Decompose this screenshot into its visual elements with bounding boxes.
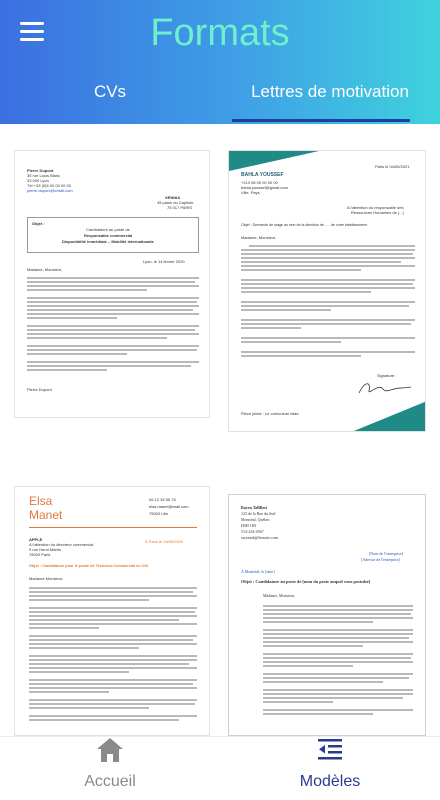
- sender-name: Rayen TaBBeri: [241, 505, 268, 510]
- recipient-line: 9 rue Henri Martin: [29, 547, 62, 552]
- last-name: Manet: [29, 508, 63, 522]
- signature-label: Signature :: [377, 373, 397, 378]
- object-line: Objet : Candidature pour le poste de Technico-Commercial en CDI: [29, 564, 149, 568]
- top-header: [0, 0, 440, 124]
- sender-line: Ville, Pays: [241, 190, 260, 195]
- nav-accueil[interactable]: [0, 737, 220, 800]
- recipient-line: A l'attention du responsable des: [347, 205, 404, 210]
- object-line: Objet : Candidature au poste de [nom du poste auquel vous postulez]: [241, 579, 371, 584]
- recipient-line: Ressources Humaines de (...): [351, 210, 404, 215]
- bottom-navigation: [0, 736, 440, 800]
- sender-line: H3H 1H1: [241, 523, 257, 528]
- active-tab-indicator: [232, 119, 410, 122]
- attachment-line: Pièce jointe : Le curriculum vitae: [241, 411, 299, 416]
- contact-line: 75000 Lille: [149, 511, 169, 516]
- sender-line: bahla.youssef@gmail.com: [241, 185, 288, 190]
- sender-line: 123 de la Rue du Sud: [241, 511, 276, 516]
- home-icon: [95, 737, 125, 763]
- letter-template-4[interactable]: [228, 494, 426, 736]
- object-label: Objet :: [32, 221, 45, 226]
- salutation: Madame, Monsieur,: [263, 593, 296, 598]
- recipient-line: A l'attention du directeur commercial: [29, 542, 94, 547]
- nav-accueil-label: Accueil: [84, 773, 136, 790]
- sender-line: pierre.dupont@xmail.com: [27, 188, 73, 193]
- contact-line: 06 12 34 56 78: [149, 497, 176, 502]
- contact-line: elsa.manet@mail.com: [149, 504, 189, 509]
- letter-template-2[interactable]: [228, 150, 426, 432]
- sender-line: 33 000 Lyon: [27, 178, 49, 183]
- letter-date: Lyon, le 14 février 2020: [143, 259, 185, 264]
- sender-line: rayentab@lestaire.com: [241, 535, 278, 540]
- object-line: Responsable commercial: [84, 233, 133, 238]
- object-line: Candidature au poste de: [86, 227, 130, 232]
- recipient-line: [Adresse de l'entreprise]: [361, 557, 400, 562]
- sender-line: 35 rue Louis Blanc: [27, 173, 61, 178]
- object-line: Disponibilité immédiate – Mobilité internationale: [62, 239, 154, 244]
- page-title: Formats: [150, 12, 290, 54]
- sender-line: 514-234-4567: [241, 529, 264, 534]
- letter-date: À Paris le 18/05/2020: [145, 539, 184, 544]
- object-box: [27, 217, 199, 253]
- letter-template-3[interactable]: [14, 486, 210, 736]
- sender-line: Tél +33 (0)6 00 00 00 00: [27, 183, 71, 188]
- letter-date: Paris le 04/05/2021: [375, 164, 410, 169]
- letter-date: A Montréal, le [date]: [241, 569, 275, 574]
- tab-cvs[interactable]: CVs: [93, 82, 127, 101]
- recipient-line: 75 017 PARIS: [167, 205, 193, 210]
- salutation: Madame Monsieur,: [29, 576, 64, 581]
- recipient-line: APPLE: [29, 537, 43, 542]
- signature-name: Pierre Dupont: [27, 387, 52, 392]
- teal-corner-banner: [229, 151, 426, 173]
- recipient-line: XENNIA: [165, 195, 181, 200]
- sender-name: BAHLA YOUSSEF: [241, 172, 284, 178]
- salutation: Madame, Monsieur,: [241, 235, 277, 240]
- salutation: Madame, Monsieur,: [27, 267, 63, 272]
- signature-scribble: [357, 379, 413, 397]
- sender-name: Pierre Dupont: [27, 168, 54, 173]
- nav-modeles[interactable]: [220, 737, 440, 800]
- recipient-line: 78000 Paris: [29, 552, 51, 557]
- recipient-line: 45 place du Capitole: [157, 200, 194, 205]
- recipient-line: [Nom de l'entreprise]: [369, 551, 404, 556]
- tab-lettres-de-motivation[interactable]: Lettres de motivation: [251, 82, 409, 101]
- object-line: Objet : Demande de stage au sein de la direction de ..... de votre établissement: [241, 223, 368, 227]
- nav-modeles-label: Modèles: [299, 773, 361, 790]
- letter-template-1[interactable]: [14, 150, 210, 418]
- sender-line: +213 06 00 00 00 00: [241, 180, 278, 185]
- teal-corner-banner-bottom: [229, 401, 426, 432]
- first-name: Elsa: [29, 494, 53, 508]
- sender-line: Montréal, Québec: [241, 517, 270, 522]
- list-icon: [315, 737, 345, 763]
